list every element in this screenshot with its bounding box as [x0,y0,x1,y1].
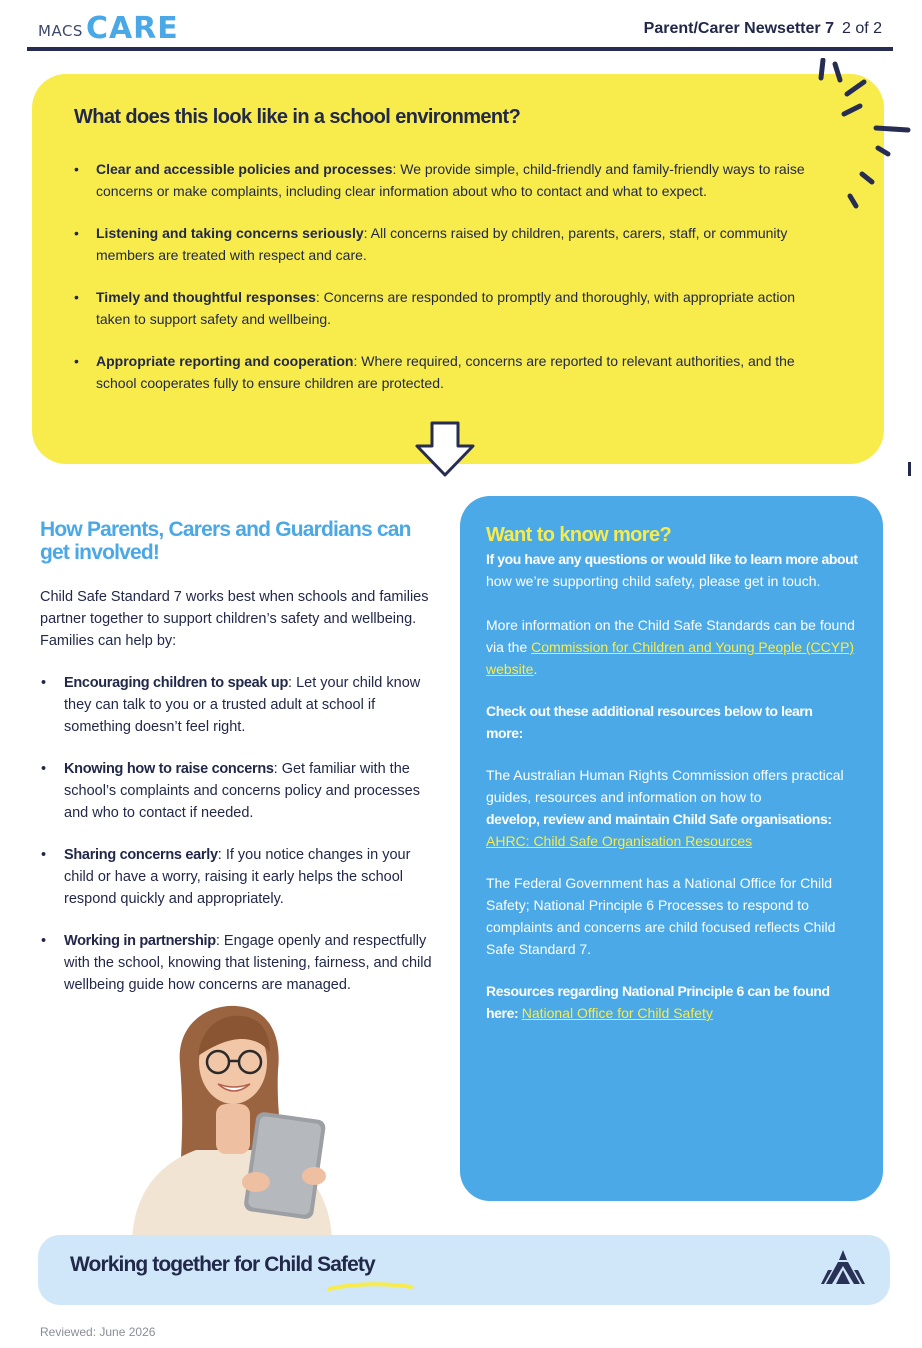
newsletter-title [644,20,882,38]
more-intro: If you have any questions or would like to learn more about how we’re supporting child safety, please get in touch. [486,551,858,589]
more-ahrc: The Australian Human Rights Commission offers practical guides, resources and information on how to develop, review and maintain Child Safe organisations: AHRC: Child Safe Organisation Resources [486,767,844,849]
list-item: • Clear and accessible policies and processes: We provide simple, child-friendly and family-friendly ways to raise concerns or make complaints, including clear information about who to contact and what to expect. [74,158,822,202]
logo-macs-text: MACS [38,22,83,40]
ccyp-website-link[interactable]: Commission for Children and Young People (CCYP) website [486,639,855,677]
list-item: • Appropriate reporting and cooperation: Where required, concerns are reported to relevant authorities, and the school cooperates fully to ensure children are protected. [74,350,822,394]
get-involved-title: How Parents, Carers and Guardians can get involved! [40,518,411,564]
reviewed-date: Reviewed: June 2026 [40,1325,156,1339]
newsletter-name: Parent/Carer Newsetter 7 [643,20,834,37]
list-item: • Knowing how to raise concerns: Get familiar with the school’s complaints and concerns policy and processes and who to contact if needed. [40,758,440,824]
more-ccyp: More information on the Child Safe Standards can be found via the Commission for Children and Young People (CCYP) website. [486,617,855,677]
list-item: • Working in partnership: Engage openly and respectfully with the school, knowing that listening, fairness, and child wellbeing guide how concerns are managed. [40,930,440,996]
macs-emblem-icon [820,1248,866,1286]
list-item: • Sharing concerns early: If you notice changes in your child or have a worry, raising it early helps the school respond quickly and appropriately. [40,844,440,910]
list-item: • Listening and taking concerns seriously: All concerns raised by children, parents, carers, staff, or community members are treated with respect and care. [74,222,822,266]
parent-with-laptop-photo [118,1004,348,1240]
environment-title: What does this look like in a school environment? [74,106,521,128]
want-to-know-more-title: Want to know more? [486,524,672,546]
down-arrow-icon [414,420,476,478]
margin-mark [908,462,911,476]
more-federal: The Federal Government has a National Office for Child Safety; National Principle 6 Processes to respond to complaints and concerns are child focused reflects Child Safe Standard 7. [486,875,836,957]
national-office-link[interactable]: National Office for Child Safety [521,1005,713,1021]
more-resources-heading: Check out these additional resources below to learn more: [486,703,813,741]
environment-list [74,158,822,414]
logo-care-text: CARE [85,11,179,46]
page-number: 2 of 2 [841,20,882,37]
list-item: • Timely and thoughtful responses: Concerns are responded to promptly and thoroughly, with appropriate action taken to support safety and wellbeing. [74,286,822,330]
ahrc-resources-link[interactable]: AHRC: Child Safe Organisation Resources [486,833,753,849]
more-principle-6: Resources regarding National Principle 6 can be found here: National Office for Child Safety [486,983,830,1021]
header-divider [27,47,893,51]
macs-care-logo [38,11,179,46]
underline-swoosh-icon [325,1281,415,1293]
sunburst-decoration-icon [812,58,916,213]
list-item: • Encouraging children to speak up: Let your child know they can talk to you or a trusted adult at school if something doesn’t feel right. [40,672,440,738]
footer-banner-text: Working together for Child Safety [70,1253,375,1276]
get-involved-intro: Child Safe Standard 7 works best when schools and families partner together to support children’s safety and wellbeing. Families can help by: [40,589,429,649]
get-involved-list [40,672,440,1016]
